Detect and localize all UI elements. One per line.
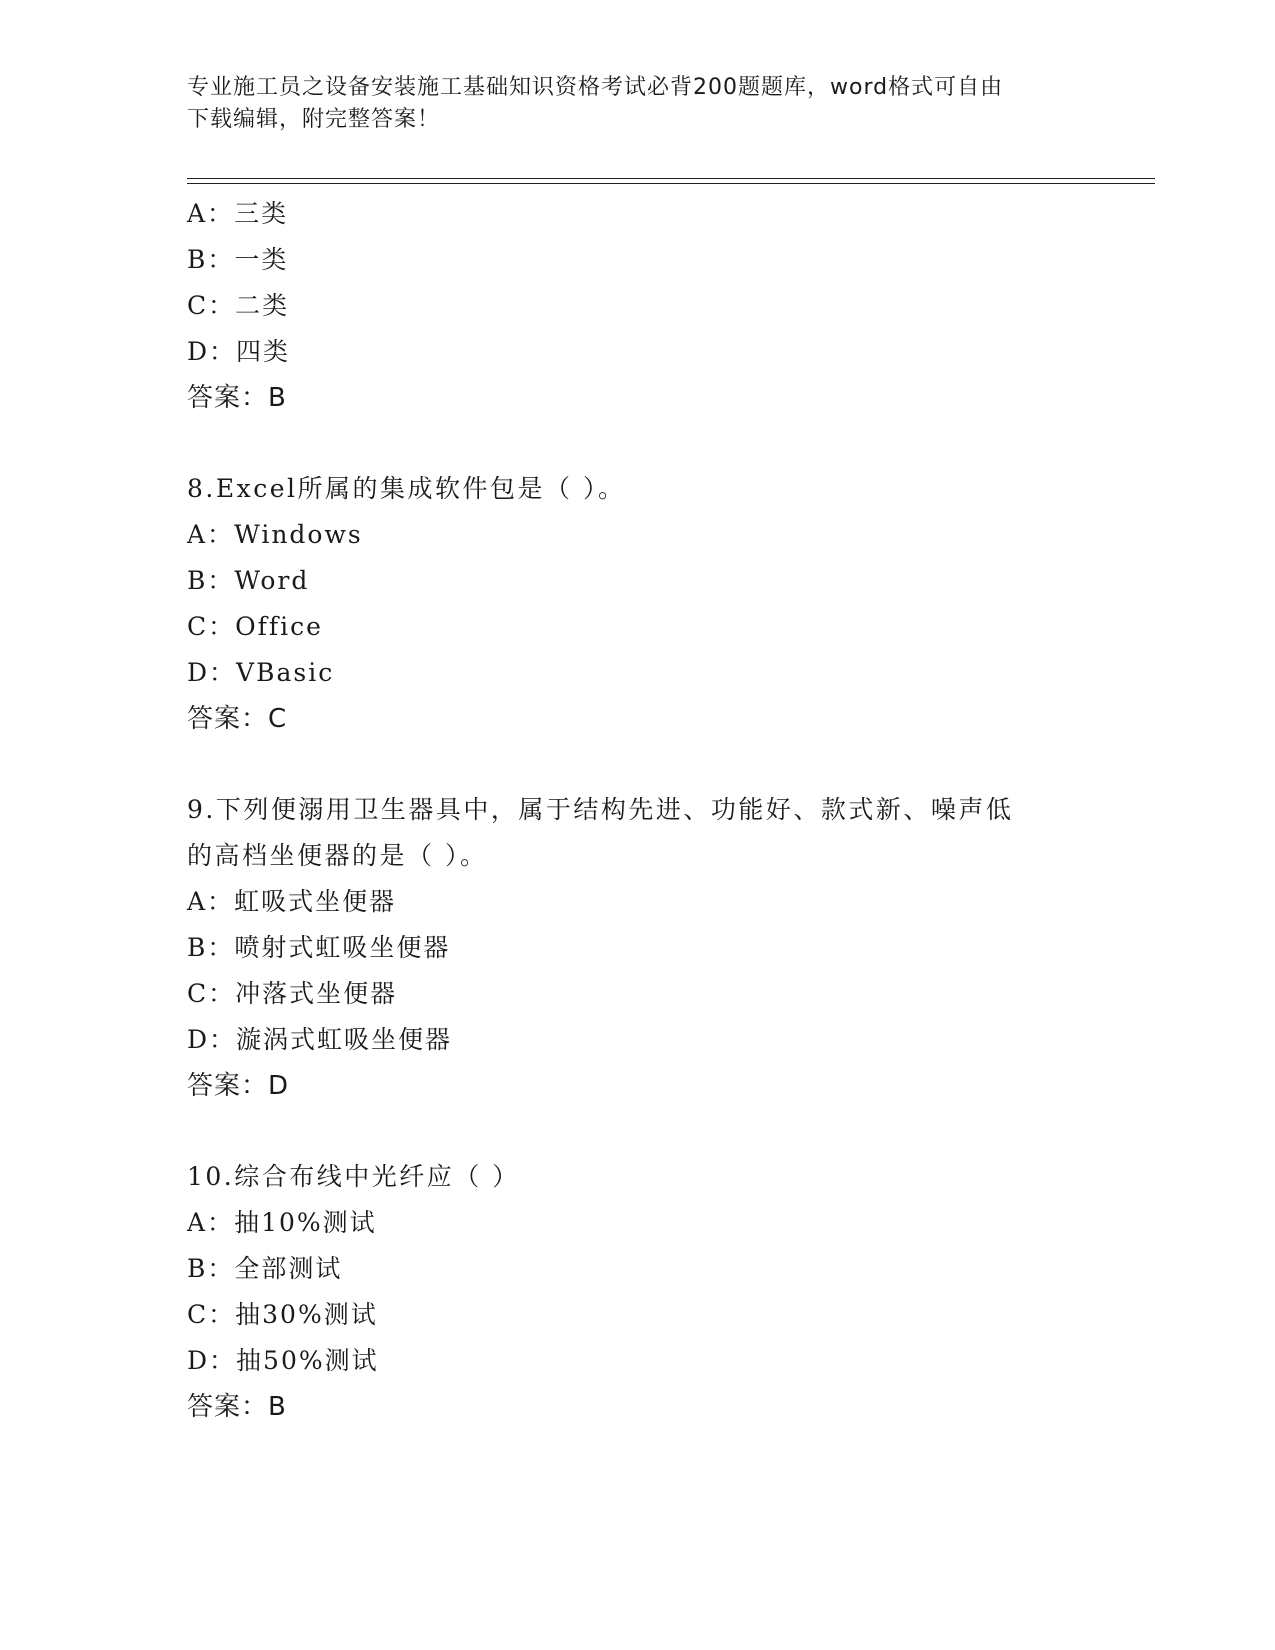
answer-line: 答案：D bbox=[187, 1071, 290, 1101]
header-line-2: 下载编辑，附完整答案！ bbox=[187, 107, 441, 132]
option-a: A：三类 bbox=[187, 199, 289, 228]
header-rule-top bbox=[187, 178, 1155, 179]
header-line-1: 专业施工员之设备安装施工基础知识资格考试必背200题题库，word格式可自由 bbox=[187, 75, 1004, 100]
option-c: C：冲落式坐便器 bbox=[187, 979, 398, 1008]
option-c: C：抽30%测试 bbox=[187, 1300, 378, 1329]
question-block-9 bbox=[187, 787, 1087, 1109]
option-a: A：虹吸式坐便器 bbox=[187, 887, 397, 916]
option-a: A：抽10%测试 bbox=[187, 1208, 377, 1237]
option-b: B：全部测试 bbox=[187, 1254, 343, 1283]
header-rule-bottom bbox=[187, 183, 1155, 184]
option-d: D：VBasic bbox=[187, 658, 335, 687]
option-b: B：喷射式虹吸坐便器 bbox=[187, 933, 451, 962]
answer-line: 答案：B bbox=[187, 383, 287, 413]
question-text-line-2: 的高档坐便器的是（ ）。 bbox=[187, 841, 488, 870]
option-a: A：Windows bbox=[187, 520, 363, 549]
option-d: D：漩涡式虹吸坐便器 bbox=[187, 1025, 453, 1054]
question-block-10 bbox=[187, 1154, 1087, 1430]
question-text: 10.综合布线中光纤应（ ） bbox=[187, 1162, 520, 1191]
option-d: D：抽50%测试 bbox=[187, 1346, 379, 1375]
answer-line: 答案：B bbox=[187, 1392, 287, 1422]
question-text-line-1: 9.下列便溺用卫生器具中，属于结构先进、功能好、款式新、噪声低 bbox=[187, 795, 1014, 824]
option-d: D：四类 bbox=[187, 337, 291, 366]
question-block-8 bbox=[187, 466, 1087, 742]
answer-line: 答案：C bbox=[187, 704, 288, 734]
document-header bbox=[187, 72, 1067, 136]
option-c: C：二类 bbox=[187, 291, 290, 320]
option-b: B：一类 bbox=[187, 245, 289, 274]
question-text: 8.Excel所属的集成软件包是（ ）。 bbox=[187, 474, 626, 503]
option-c: C：Office bbox=[187, 612, 323, 641]
option-b: B：Word bbox=[187, 566, 310, 595]
question-list bbox=[187, 191, 1087, 1430]
question-block-7 bbox=[187, 191, 1087, 421]
